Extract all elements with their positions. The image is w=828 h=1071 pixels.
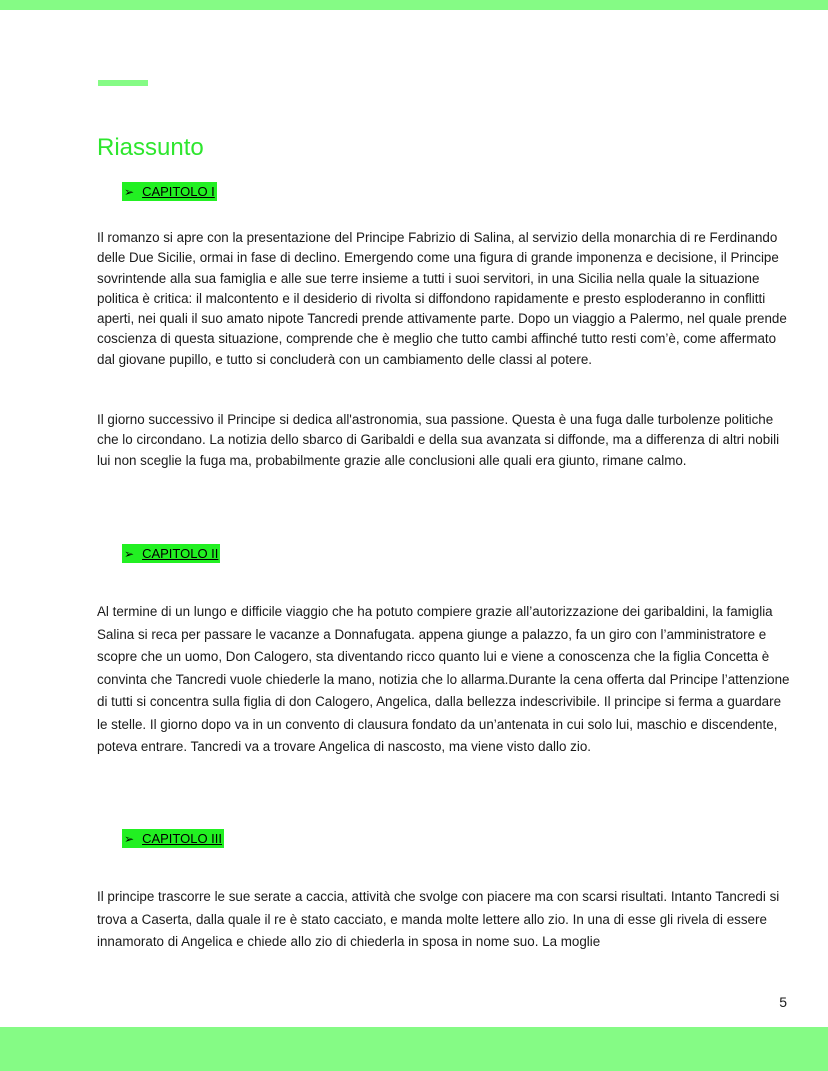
chapter-2-paragraph-1: Al termine di un lungo e difficile viaggio che ha potuto compiere grazie all’autorizzazione dei garibaldini, la famiglia Salina si reca per passare le vacanze a Donnafugata. appena giunge a palazzo, fa un giro con l’amministratore e scopre che un uomo, Don Calogero, sta diventando ricco quanto lui e viene a conoscenza che la figlia Concetta è convinta che Tancredi vuole chiederle la mano, notizia che lo allarma.Durante la cena offerta dal Principe l’attenzione di tutti si concentra sulla figlia di don Calogero, Angelica, dalla bellezza indescrivibile. Il principe si ferma a guardare le stelle. Il giorno dopo va in un convento di clausura fondato da un’antenata in cui solo lui, maschio e discendente, poteva entrare. Tancredi va a trovare Angelica di nascosto, ma viene visto dallo zio. xyxy=(97,604,790,754)
chapter-link-label[interactable]: CAPITOLO II xyxy=(142,546,219,561)
chapter-heading-1[interactable] xyxy=(122,182,217,201)
arrow-bullet-icon: ➢ xyxy=(124,547,135,561)
top-accent-band xyxy=(0,0,828,10)
arrow-bullet-icon: ➢ xyxy=(124,185,135,199)
chapter-heading-2[interactable] xyxy=(122,544,220,563)
arrow-bullet-icon: ➢ xyxy=(124,832,135,846)
chapter-heading-3[interactable] xyxy=(122,829,224,848)
chapter-link-label[interactable]: CAPITOLO III xyxy=(142,831,223,846)
chapter-1-paragraph-1: Il romanzo si apre con la presentazione del Principe Fabrizio di Salina, al servizio della monarchia di re Ferdinando delle Due Sicilie, ormai in fase di declino. Emergendo come una figura di grande imponenza e decisione, il Principe sovrintende alla sua famiglia e alle sue terre insieme a tutti i suoi servitori, in una Sicilia nella quale la situazione politica è critica: il malcontento e il desiderio di rivolta si diffondono rapidamente e presto esploderanno in conflitti aperti, nei quali il suo amato nipote Tancredi prende attivamente parte. Dopo un viaggio a Palermo, nel quale prende coscienza di questa situazione, comprende che è meglio che tutto cambi affinché tutto resti com’è, come affermato dal giovane pupillo, e tutto si concluderà con un cambiamento delle classi al potere. xyxy=(97,230,787,367)
page-title: Riassunto xyxy=(97,134,204,161)
chapter-1-paragraph-2: Il giorno successivo il Principe si dedica all'astronomia, sua passione. Questa è una fuga dalle turbolenze politiche che lo circondano. La notizia dello sbarco di Garibaldi e della sua avanzata si diffonde, ma a differenza di altri nobili lui non sceglie la fuga ma, probabilmente grazie alle conclusioni alle quali era giunto, rimane calmo. xyxy=(97,412,780,468)
chapter-link-label[interactable]: CAPITOLO I xyxy=(142,184,215,199)
bottom-accent-band xyxy=(0,1027,828,1071)
title-accent-bar xyxy=(98,80,148,86)
chapter-3-paragraph-1: Il principe trascorre le sue serate a caccia, attività che svolge con piacere ma con scarsi risultati. Intanto Tancredi si trova a Caserta, dalla quale il re è stato cacciato, e manda molte lettere allo zio. In una di esse gli rivela di essere innamorato di Angelica e chiede allo zio di chiederla in sposa in nome suo. La moglie xyxy=(97,889,780,949)
page-number: 5 xyxy=(779,994,787,1010)
